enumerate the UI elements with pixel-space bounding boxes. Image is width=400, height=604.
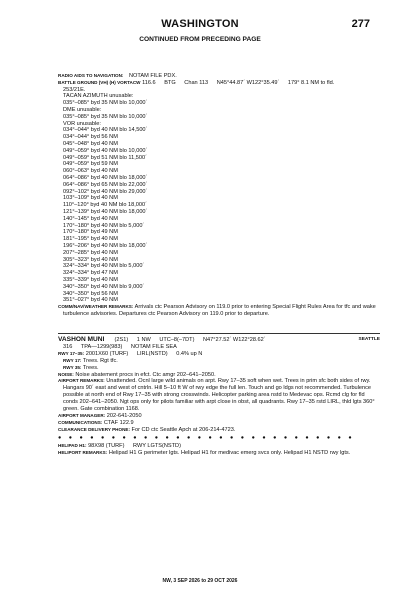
rwy-grad: 0.4% up N xyxy=(176,350,203,357)
page-number: 277 xyxy=(351,18,370,30)
airport-notam: NOTAM FILE SEA xyxy=(130,343,177,350)
vor-item: 121°–139° byd 40 NM blo 18,000´ xyxy=(63,208,148,215)
vor-item: 092°–102° byd 40 NM blo 29,000´ xyxy=(63,188,148,195)
continued-heading: CONTINUED FROM PRECEDING PAGE xyxy=(139,36,261,43)
rwy-label: RWY 17–35: xyxy=(58,350,85,356)
airport-tpa: TPA—1299(983) xyxy=(80,343,123,350)
vor-item: 351°–027° byd 40 NM xyxy=(63,297,118,304)
vor-item: 103°–109° byd 40 NM xyxy=(63,195,118,202)
helipad-lgts: RWY LGTS(NSTD) xyxy=(133,442,181,449)
section-divider xyxy=(58,333,380,334)
vor-item: 049°–059° byd 59 NM xyxy=(63,161,118,168)
vor-item: 064°–086° byd 65 NM blo 22,000´ xyxy=(63,181,148,188)
airport-dist: 1 NW xyxy=(136,337,151,343)
airport-city: SEATTLE xyxy=(358,337,380,342)
vor-title: VOR unusable: xyxy=(63,120,101,127)
effective-dates-footer: NW, 3 SEP 2026 to 29 OCT 2026 xyxy=(162,578,238,584)
vor-item: 140°–145° byd 40 NM xyxy=(63,215,118,222)
airport-name: VASHON MUNI xyxy=(58,336,105,343)
radio-aids-notam: NOTAM FILE PDX. xyxy=(128,73,177,79)
clearance-label: CLEARANCE DELIVERY PHONE: xyxy=(58,426,130,432)
vortac-coords: N45°44.87´ W122°35.49´ xyxy=(216,79,280,86)
vor-item: 034°–044° byd 56 NM xyxy=(63,134,118,141)
dme-list xyxy=(58,114,378,121)
vor-list xyxy=(58,127,378,304)
helipad-label: HELIPAD H1: xyxy=(58,442,87,448)
dot-separator: ● ● ● ● ● ● ● ● ● ● ● ● ● ● ● ● ● ● ● ● ● ● ● ● ● ● ● ● xyxy=(58,434,355,441)
rwy35-text: Trees. xyxy=(82,364,99,371)
comm-remarks xyxy=(58,304,378,318)
vor-item: 340°–350° byd 40 NM blo 9,000´ xyxy=(63,283,145,290)
vor-item: 207°–285° byd 40 NM xyxy=(63,249,118,256)
vor-item: 049°–059° byd 40 NM blo 10,000´ xyxy=(63,147,148,154)
vortac-elev: 253/21E. xyxy=(63,86,86,93)
airport-ident: (2S1) xyxy=(114,337,129,343)
communications-label: COMMUNICATIONS: xyxy=(58,419,103,425)
vortac-ident: BTG xyxy=(164,79,176,86)
vor-item: 324°–334° byd 47 NM xyxy=(63,270,118,277)
helipad-dims: 98X98 (TURF) xyxy=(88,442,125,449)
dme-item: 035°–085° byd 35 NM blo 10,000´ xyxy=(63,113,148,120)
rwy35-label: RWY 35: xyxy=(63,364,82,370)
vor-item: 034°–044° byd 40 NM blo 14,500´ xyxy=(63,127,148,134)
vor-item: 060°–063° byd 40 NM xyxy=(63,168,118,175)
heliport-remarks-label: HELIPORT REMARKS: xyxy=(58,449,108,455)
tacan-item: 035°–085° byd 35 NM blo 10,000´ xyxy=(63,100,148,107)
vor-item: 340°–350° byd 56 NM xyxy=(63,290,118,297)
airport-entry xyxy=(58,337,380,456)
vor-item: 110°–120° byd 40 NM blo 18,000´ xyxy=(63,202,147,209)
vor-item: 196°–206° byd 40 NM blo 18,000´ xyxy=(63,242,148,249)
airport-elev: 316 xyxy=(63,343,73,350)
airport-remarks-label: AIRPORT REMARKS: xyxy=(58,378,105,384)
vor-item: 324°–334° byd 40 NM blo 5,000´ xyxy=(63,263,145,270)
noise-label: NOISE: xyxy=(58,371,74,377)
vor-item: 170°–180° byd 49 NM xyxy=(63,229,118,236)
rwy-lights: LIRL(NSTD) xyxy=(136,350,168,357)
manager-label: AIRPORT MANAGER: xyxy=(58,412,106,418)
airport-utc: UTC–8(–7DT) xyxy=(159,337,195,343)
vor-item: 181°–195° byd 40 NM xyxy=(63,236,118,243)
heliport-remarks-text: Helipad H1 G perimeter lgts. Helipad H1 for medivac emerg svcs only. Helipad H1 NSTD rwy lgts. xyxy=(108,449,351,456)
radio-aids-label: RADIO AIDS TO NAVIGATION: xyxy=(58,73,124,78)
clearance-text: For CD ctc Seattle Apch at 206-214-4723. xyxy=(131,426,236,433)
rwy-dims: 2001X60 (TURF) xyxy=(85,350,129,357)
dme-title: DME unusable: xyxy=(63,106,102,113)
vor-item: 049°–059° byd 51 NM blo 11,500´ xyxy=(63,154,147,161)
tacan-list xyxy=(58,100,378,107)
comm-remarks-text: Arrivals ctc Pearson Advisory on 119.0 prior to entering Special Flight Rules Area for tfc and wake turbulence advisories. Departures ctc Pearson Advisory on 119.0 prior to departure. xyxy=(63,304,376,317)
rwy17-text: Trees. Rgt tfc. xyxy=(82,357,118,364)
vortac-freq: 116.6 xyxy=(142,79,156,86)
radio-aids-section xyxy=(58,73,378,318)
vor-item: 305°–323° byd 40 NM xyxy=(63,256,118,263)
manager-text: 202-641-2050 xyxy=(106,412,142,419)
vortac-chan: Chan 113 xyxy=(184,79,209,86)
vor-item: 064°–086° byd 40 NM blo 18,000´ xyxy=(63,174,148,181)
comm-remarks-label: COMM/NAV/WEATHER REMARKS: xyxy=(58,304,134,310)
vortac-label: BATTLE GROUND (VH) (H) VORTACW xyxy=(58,79,141,85)
vor-item: 045°–048° byd 40 NM xyxy=(63,140,118,147)
tacan-title: TACAN AZIMUTH unusable: xyxy=(63,93,134,100)
vor-item: 170°–180° byd 40 NM blo 5,000´ xyxy=(63,222,145,229)
airport-coords: N47°27.52´ W122°28.62´ xyxy=(203,337,266,343)
airport-remarks-text: Unattended. Ocnl large wild animals on arpt. Rwy 17–35 soft when wet. Trees in prim sfc both sides of rwy. Hangars 90´ east and west of cntrln. Hill 5–10 ft W of rwy edge the full len. Touch and go ldgs not recommended. Turbulence possible at north end of Rwy 17–35 with strong crosswinds. Helicopter parking area nstd to Medevac ops. Rcmd clg for fld conds 202–641–2050. Ngt ops only for pilots familiar with arpt close in obst, all quadrants. Rwy 17–35 rstd LIRL, thld lgts 360° green. Gate combination 1168. xyxy=(63,378,375,413)
vor-item: 335°–339° byd 40 NM xyxy=(63,276,118,283)
rwy17-label: RWY 17: xyxy=(63,357,82,363)
noise-text: Noise abatement procs in efct. Ctc amgr 202–641–2050. xyxy=(75,371,216,378)
state-heading: WASHINGTON xyxy=(161,18,239,30)
vortac-bearing: 179° 8.1 NM to fld. xyxy=(287,79,335,86)
communications-text: CTAF 122.9 xyxy=(103,419,134,426)
